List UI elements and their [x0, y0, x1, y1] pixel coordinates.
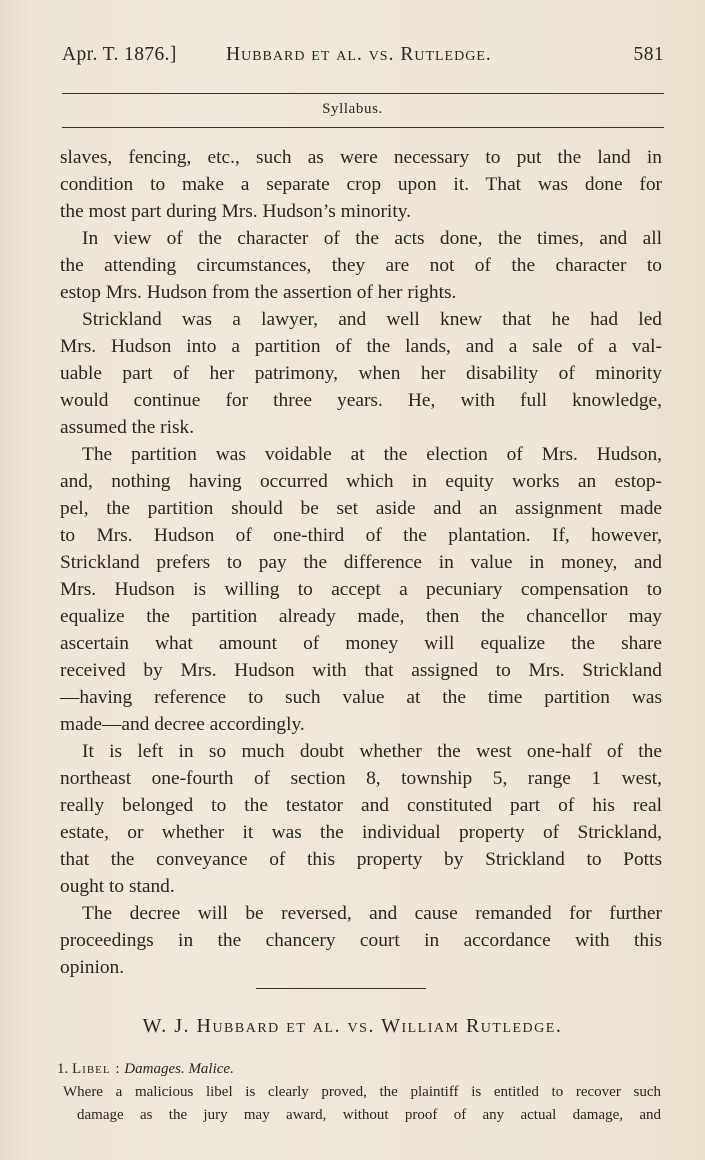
section-label: Syllabus. [322, 101, 383, 117]
text-line: to Mrs. Hudson of one-third of the plantation. If, however, [60, 525, 662, 546]
running-head [62, 44, 664, 74]
text-line: estate, or whether it was the individual property of Strickland, [60, 822, 662, 843]
text-line: received by Mrs. Hudson with that assigned to Mrs. Strickland [60, 660, 662, 681]
text-line: really belonged to the testator and constituted part of his real [60, 795, 662, 816]
headnote-line: Where a malicious libel is clearly proved, the plaintiff is entitled to recover such [63, 1084, 661, 1100]
term-label: Apr. T. 1876.] [62, 44, 177, 65]
running-case-name: Hubbard et al. vs. Rutledge. [226, 44, 492, 65]
text-line: The decree will be reversed, and cause remanded for further [82, 903, 662, 924]
text-line: It is left in so much doubt whether the west one-half of the [82, 741, 662, 762]
text-line: condition to make a separate crop upon it. That was done for [60, 174, 662, 195]
text-line: ascertain what amount of money will equalize the share [60, 633, 662, 654]
text-line: northeast one-fourth of section 8, township 5, range 1 west, [60, 768, 662, 789]
text-line: and, nothing having occurred which in equity works an estop- [60, 471, 662, 492]
headnote-number: 1. [57, 1061, 69, 1077]
headnote [57, 1058, 661, 1127]
text-line: Mrs. Hudson is willing to accept a pecuniary compensation to [60, 579, 662, 600]
text-line: the most part during Mrs. Hudson’s minority. [60, 201, 411, 222]
text-line: —having reference to such value at the time partition was [60, 687, 662, 708]
text-line: pel, the partition should be set aside and an assignment made [60, 498, 662, 519]
page-number: 581 [633, 44, 664, 65]
text-line: would continue for three years. He, with full knowledge, [60, 390, 662, 411]
text-line: estop Mrs. Hudson from the assertion of her rights. [60, 282, 457, 303]
headnote-label: Libel : [72, 1061, 121, 1077]
case-title: W. J. Hubbard et al. vs. William Rutledge. [142, 1015, 563, 1037]
text-line: assumed the risk. [60, 417, 195, 438]
text-line: ought to stand. [60, 876, 175, 897]
text-line: uable part of her patrimony, when her disability of minority [60, 363, 662, 384]
text-line: that the conveyance of this property by Strickland to Potts [60, 849, 662, 870]
text-line: In view of the character of the acts done, the times, and all [82, 228, 662, 249]
header-rule-bottom [62, 127, 664, 128]
text-line: Strickland was a lawyer, and well knew that he had led [82, 309, 662, 330]
text-line: Mrs. Hudson into a partition of the lands, and a sale of a val- [60, 336, 662, 357]
section-divider [256, 988, 426, 989]
text-line: slaves, fencing, etc., such as were necessary to put the land in [60, 147, 662, 168]
text-line: Strickland prefers to pay the difference in value in money, and [60, 552, 662, 573]
header-rule-top [62, 93, 664, 94]
text-line: The partition was voidable at the election of Mrs. Hudson, [82, 444, 662, 465]
text-line: equalize the partition already made, then the chancellor may [60, 606, 662, 627]
text-line: opinion. [60, 957, 125, 978]
headnote-heading [57, 1058, 661, 1081]
text-line: proceedings in the chancery court in accordance with this [60, 930, 662, 951]
text-line: the attending circumstances, they are not of the character to [60, 255, 662, 276]
syllabus-body [60, 144, 662, 981]
text-line: made—and decree accordingly. [60, 714, 305, 735]
headnote-topic: Damages. Malice. [124, 1061, 234, 1077]
headnote-line: damage as the jury may award, without proof of any actual damage, and [77, 1107, 661, 1123]
